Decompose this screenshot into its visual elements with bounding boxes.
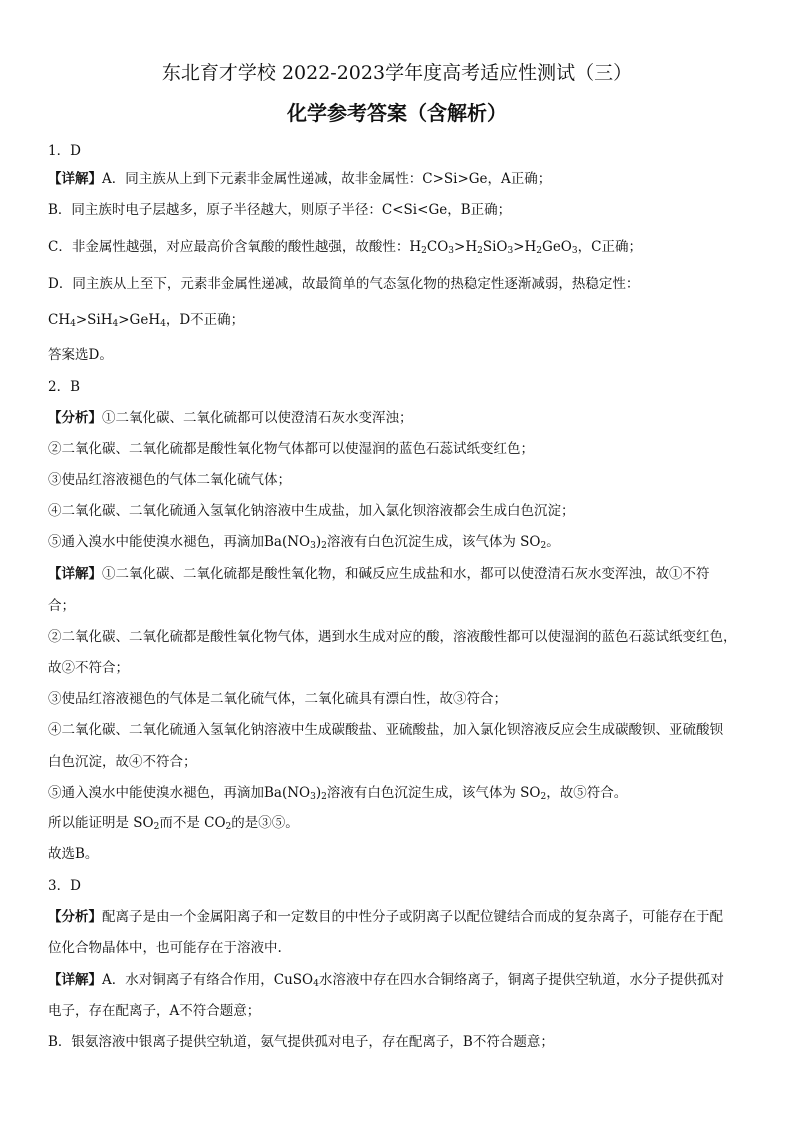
q2-answer: 故选B。: [48, 846, 99, 862]
q2-number: 2．B: [48, 379, 81, 395]
q1-option-a: 【详解】A．同主族从上到下元素非金属性递减，故非金属性：C>Si>Ge，A正确；: [48, 171, 552, 187]
q2-analysis-2: ②二氧化碳、二氧化硫都是酸性氧化物气体都可以使湿润的蓝色石蕊试纸变红色；: [48, 441, 534, 457]
q2-analysis-4: ④二氧化碳、二氧化硫通入氢氧化钠溶液中生成盐，加入氯化钡溶液都会生成白色沉淀；: [48, 503, 575, 519]
q3-analysis-b: 位化合物晶体中，也可能存在于溶液中.: [48, 940, 282, 956]
q2-detail-4a: ④二氧化碳、二氧化硫通入氢氧化钠溶液中生成碳酸盐、亚硫酸盐，加入氯化钡溶液反应会生成碳酸钡、亚硫酸钡: [48, 722, 723, 738]
q1-option-b: B．同主族时电子层越多，原子半径越大，则原子半径：C<Si<Ge，B正确；: [48, 202, 512, 218]
q2-detail-5: ⑤通入溴水中能使溴水褪色，再滴加$Ba(NO_3)_2$溶液有白色沉淀生成，该气体为 $SO_2$，故⑤符合。: [48, 785, 628, 802]
q3-number: 3．D: [48, 878, 81, 894]
document-subtitle: 化学参考答案（含解析）: [287, 101, 507, 125]
q1-number: 1．D: [48, 143, 81, 159]
q2-detail-2b: 故②不符合；: [48, 660, 129, 676]
q2-detail-tag: 【详解】: [48, 566, 102, 582]
q2-analysis-1: 【分析】①二氧化碳、二氧化硫都可以使澄清石灰水变浑浊；: [48, 410, 413, 426]
q3-analysis-tag: 【分析】: [48, 909, 102, 925]
q1-option-d: D．同主族从上至下，元素非金属性递减，故最简单的气态氢化物的热稳定性逐渐减弱，热稳定性：: [48, 276, 640, 292]
q3-detail-a: 【详解】A．水对铜离子有络合作用，CuSO$_4$水溶液中存在四水合铜络离子，铜离子提供空轨道，水分子提供孤对: [48, 972, 724, 989]
q1-answer: 答案选D。: [48, 347, 113, 363]
q2-detail-4b: 白色沉淀，故④不符合；: [48, 754, 197, 770]
document-title: 东北育才学校 2022-2023学年度高考适应性测试（三）: [161, 62, 633, 84]
q2-detail-1a: 【详解】①二氧化碳、二氧化硫都是酸性氧化物，和碱反应生成盐和水，都可以使澄清石灰水变浑浊，故①不符: [48, 566, 710, 582]
q2-detail-3: ③使品红溶液褪色的气体是二氧化硫气体，二氧化硫具有漂白性，故③符合；: [48, 691, 507, 707]
q1-option-d-formula: $CH_4>SiH_4>GeH_4$，D不正确；: [48, 312, 245, 329]
q3-detail-tag: 【详解】: [48, 972, 102, 988]
q3-detail-a2: 电子，存在配离子，A不符合题意；: [48, 1003, 261, 1019]
q3-detail-b: B．银氨溶液中银离子提供空轨道，氨气提供孤对电子，存在配离子，B不符合题意；: [48, 1034, 554, 1050]
q2-detail-1b: 合；: [48, 598, 75, 614]
q1-detail-tag: 【详解】: [48, 171, 102, 187]
q2-analysis-3: ③使品红溶液褪色的气体二氧化硫气体；: [48, 472, 291, 488]
q2-analysis-5: ⑤通入溴水中能使溴水褪色，再滴加$Ba(NO_3)_2$溶液有白色沉淀生成，该气体为 $SO_2$。: [48, 534, 560, 551]
q3-analysis-a: 【分析】配离子是由一个金属阳离子和一定数目的中性分子或阴离子以配位键结合而成的复杂离子，可能存在于配: [48, 909, 723, 925]
q2-summary: 所以能证明是 $SO_2$而不是 $CO_2$的是③⑤。: [48, 815, 299, 832]
q1-option-c: C．非金属性越强，对应最高价含氧酸的酸性越强，故酸性：$H_2CO_3>H_2SiO_3>H_2GeO_3$，C正确；: [48, 239, 642, 256]
q2-detail-2a: ②二氧化碳、二氧化硫都是酸性氧化物气体，遇到水生成对应的酸，溶液酸性都可以使湿润的蓝色石蕊试纸变红色，: [48, 629, 737, 645]
q2-analysis-tag: 【分析】: [48, 410, 102, 426]
